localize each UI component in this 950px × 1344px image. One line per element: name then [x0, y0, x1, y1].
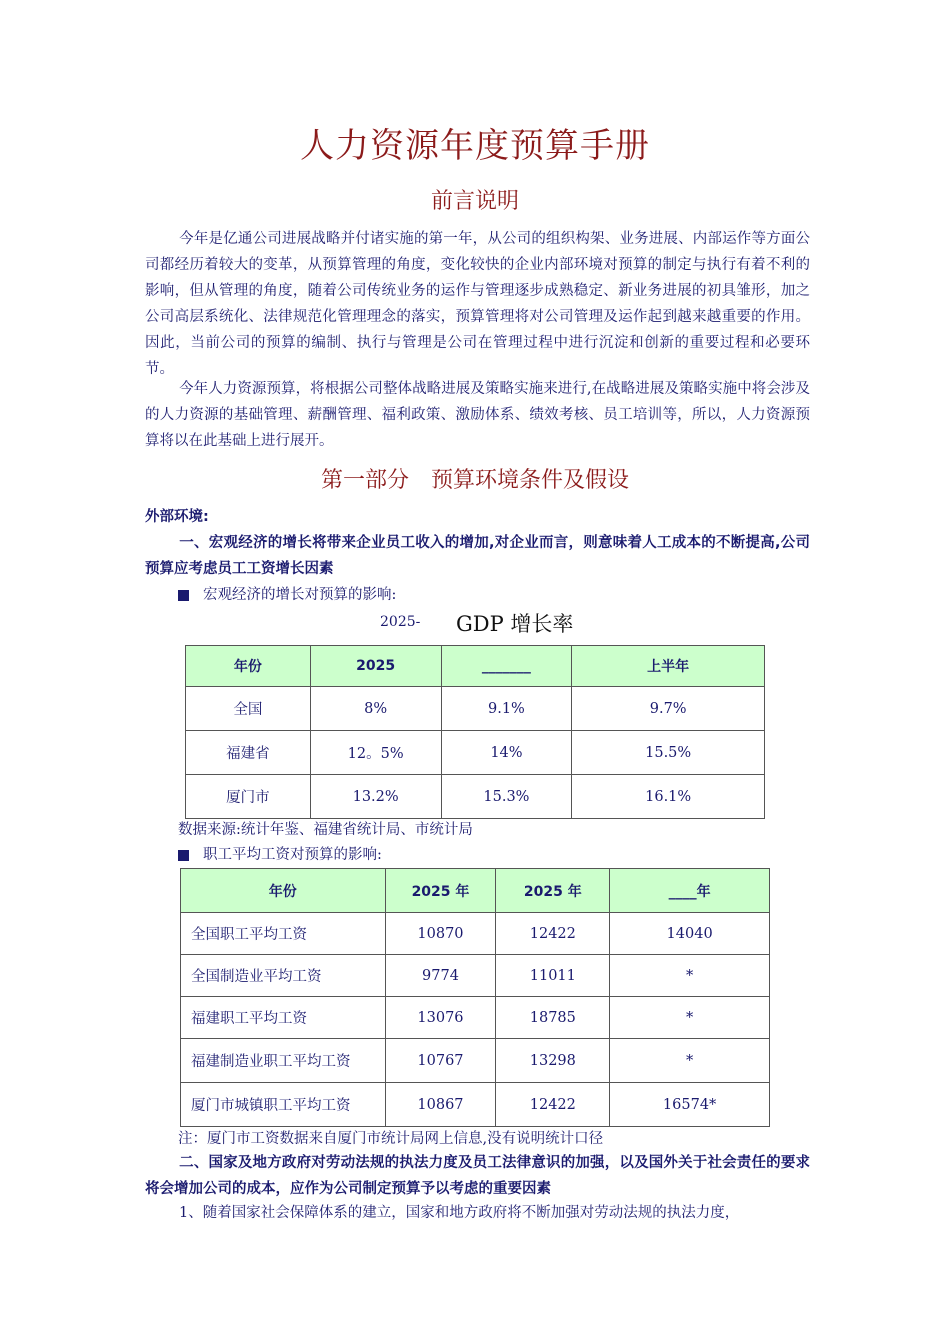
- point-1: 一、宏观经济的增长将带来企业员工收入的增加,对企业而言，则意味着人工成本的不断提高,公司预算应考虑员工工资增长因素: [145, 535, 810, 577]
- table-cell: 15.5%: [572, 731, 765, 775]
- table-header-cell: 年份: [181, 869, 386, 913]
- table-row: [181, 955, 770, 997]
- preface-paragraph-2: 今年人力资源预算，将根据公司整体战略进展及策略实施来进行,在战略进展及策略实施中将会涉及的人力资源的基础管理、薪酬管理、福利政策、激励体系、绩效考核、员工培训等，所以，人力资源预算将以在此基础上进行展开。: [145, 381, 810, 449]
- table-cell: 16.1%: [572, 775, 765, 819]
- table-cell: 9.1%: [441, 687, 572, 731]
- table-cell: 13298: [496, 1039, 610, 1083]
- table-cell: *: [610, 1039, 770, 1083]
- table-cell: 10767: [385, 1039, 496, 1083]
- table-cell: 15.3%: [441, 775, 572, 819]
- table-cell: 厦门市: [186, 775, 311, 819]
- table-cell: 全国制造业平均工资: [181, 955, 386, 997]
- table-header-row: [186, 646, 765, 687]
- table-cell: *: [610, 997, 770, 1039]
- preface-heading: 前言说明: [430, 189, 519, 214]
- table-header-cell: ____年: [610, 869, 770, 913]
- table-header-cell: 2025: [310, 646, 441, 687]
- part1-heading: 第一部分 预算环境条件及假设: [320, 468, 629, 493]
- table-cell: 11011: [496, 955, 610, 997]
- gdp-caption-year: 2025-: [380, 614, 421, 630]
- point-2: 二、国家及地方政府对劳动法规的执法力度及员工法律意识的加强，以及国外关于社会责任的要求将会增加公司的成本，应作为公司制定预算予以考虑的重要因素: [145, 1155, 810, 1197]
- table-row: [186, 687, 765, 731]
- table-cell: 厦门市城镇职工平均工资: [181, 1083, 386, 1127]
- table-cell: 全国职工平均工资: [181, 913, 386, 955]
- table-cell: 16574*: [610, 1083, 770, 1127]
- square-bullet-icon: [178, 590, 189, 601]
- table-cell: 全国: [186, 687, 311, 731]
- table-row: [181, 1039, 770, 1083]
- table-cell: 9.7%: [572, 687, 765, 731]
- table-cell: 9774: [385, 955, 496, 997]
- table-header-row: [181, 869, 770, 913]
- table-cell: 8%: [310, 687, 441, 731]
- table-row: [186, 731, 765, 775]
- table-cell: 10870: [385, 913, 496, 955]
- bullet-gdp-impact: 宏观经济的增长对预算的影响:: [178, 583, 396, 604]
- external-environment-label: 外部环境:: [145, 509, 209, 525]
- point-2-sub-1: 1、随着国家社会保障体系的建立，国家和地方政府将不断加强对劳动法规的执法力度，: [179, 1205, 740, 1221]
- bullet-wage-impact: 职工平均工资对预算的影响:: [178, 843, 382, 864]
- table-row: [186, 775, 765, 819]
- table-header-cell: 2025 年: [496, 869, 610, 913]
- table-row: [181, 913, 770, 955]
- gdp-growth-table: [185, 645, 765, 819]
- table-cell: 福建省: [186, 731, 311, 775]
- table-cell: 福建职工平均工资: [181, 997, 386, 1039]
- table-header-cell: 2025 年: [385, 869, 496, 913]
- table-row: [181, 997, 770, 1039]
- table-header-cell: _______: [441, 646, 572, 687]
- gdp-data-source: 数据来源:统计年鉴、福建省统计局、市统计局: [178, 822, 473, 838]
- table-cell: 14%: [441, 731, 572, 775]
- table-cell: *: [610, 955, 770, 997]
- table-row: [181, 1083, 770, 1127]
- table-cell: 13076: [385, 997, 496, 1039]
- gdp-caption-title: GDP 增长率: [456, 612, 574, 636]
- table-cell: 13.2%: [310, 775, 441, 819]
- table-cell: 18785: [496, 997, 610, 1039]
- table-cell: 12。5%: [310, 731, 441, 775]
- table-header-cell: 年份: [186, 646, 311, 687]
- table-header-cell: 上半年: [572, 646, 765, 687]
- table-cell: 福建制造业职工平均工资: [181, 1039, 386, 1083]
- square-bullet-icon: [178, 850, 189, 861]
- table-cell: 10867: [385, 1083, 496, 1127]
- average-wage-table: [180, 868, 770, 1127]
- document-title: 人力资源年度预算手册: [300, 126, 650, 166]
- table-cell: 12422: [496, 913, 610, 955]
- table-cell: 14040: [610, 913, 770, 955]
- table-cell: 12422: [496, 1083, 610, 1127]
- wage-table-note: 注：厦门市工资数据来自厦门市统计局网上信息,没有说明统计口径: [178, 1131, 604, 1147]
- preface-paragraph-1: 今年是亿通公司进展战略并付诸实施的第一年，从公司的组织构架、业务进展、内部运作等方面公司都经历着较大的变革，从预算管理的角度，变化较快的企业内部环境对预算的制定与执行有着不利的影响，但从管理的角度，随着公司传统业务的运作与管理逐步成熟稳定、新业务进展的初具雏形，加之公司高层系统化、法律规范化管理理念的落实，预算管理将对公司管理及运作起到越来越重要的作用。因此，当前公司的预算的编制、执行与管理是公司在管理过程中进行沉淀和创新的重要过程和必要环节。: [145, 231, 810, 377]
